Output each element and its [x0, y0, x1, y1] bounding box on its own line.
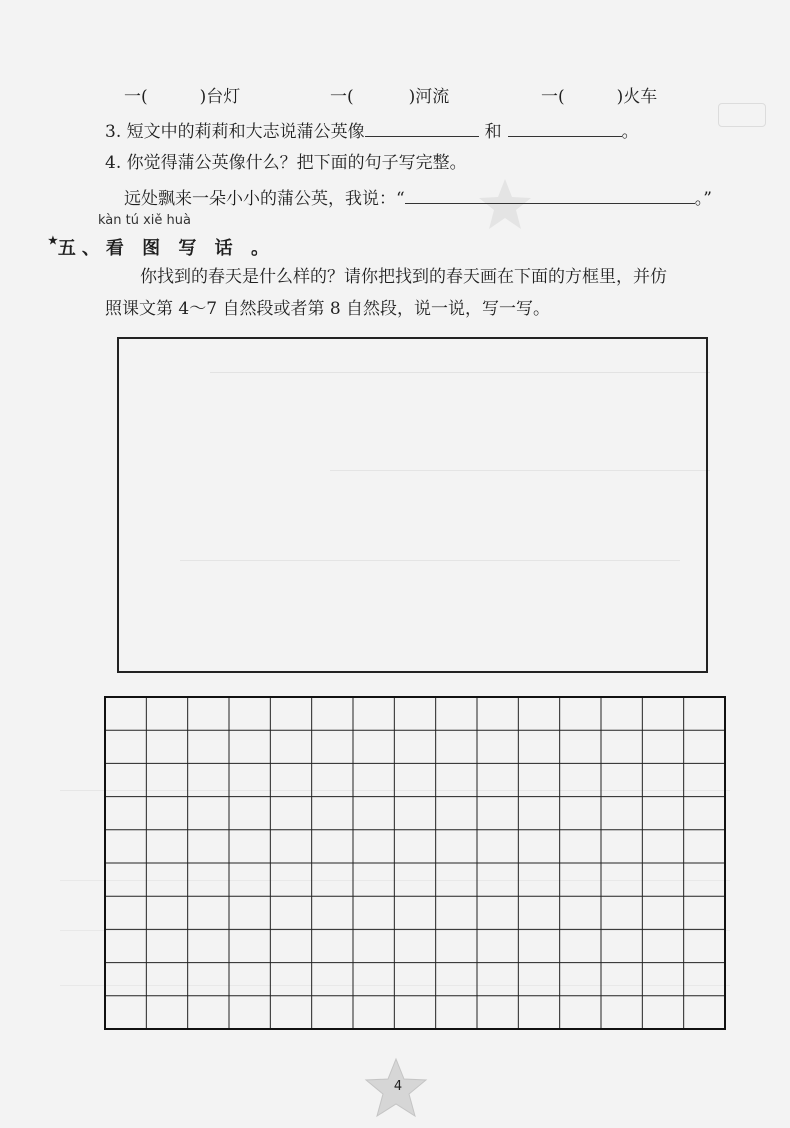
measure-word-row-3 [541, 86, 657, 108]
measure-suffix: )台灯 [199, 87, 241, 107]
question-3 [105, 120, 639, 143]
answer-blank[interactable] [508, 120, 622, 137]
measure-prefix: 一( [541, 87, 565, 107]
section-title: 五、看 图 写 话 。 [57, 238, 275, 259]
drawing-box[interactable] [117, 337, 708, 673]
section-pinyin: kàn tú xiě huà [98, 213, 191, 228]
question-3-text: 3. 短文中的莉莉和大志说蒲公英像 [105, 122, 365, 142]
question-3-end: 。 [621, 122, 639, 142]
measure-suffix: )河流 [408, 87, 450, 107]
section-instruction-1: 你找到的春天是什么样的？请你把找到的春天画在下面的方框里，并仿 [140, 267, 667, 287]
section-heading [48, 234, 275, 260]
question-4 [105, 152, 467, 174]
sentence-end: 。” [694, 189, 712, 209]
writing-grid[interactable] [104, 696, 726, 1030]
question-3-connector: 和 [484, 122, 502, 142]
page-number: 4 [393, 1079, 403, 1094]
sentence-start: 远处飘来一朵小小的蒲公英，我说：“ [124, 189, 405, 209]
question-4-text: 4. 你觉得蒲公英像什么？把下面的句子写完整。 [105, 153, 467, 173]
measure-suffix: )火车 [616, 87, 658, 107]
measure-word-row [124, 86, 240, 108]
section-instruction-2: 照课文第 4～7 自然段或者第 8 自然段，说一说，写一写。 [105, 299, 551, 319]
measure-word-row-2 [330, 86, 449, 108]
question-4-sentence [124, 187, 712, 210]
answer-blank[interactable] [365, 120, 479, 137]
measure-item-1 [124, 87, 240, 107]
measure-prefix: 一( [330, 87, 354, 107]
star-icon: ★ [48, 234, 58, 247]
sentence-answer-blank[interactable] [405, 187, 695, 204]
measure-prefix: 一( [124, 87, 148, 107]
